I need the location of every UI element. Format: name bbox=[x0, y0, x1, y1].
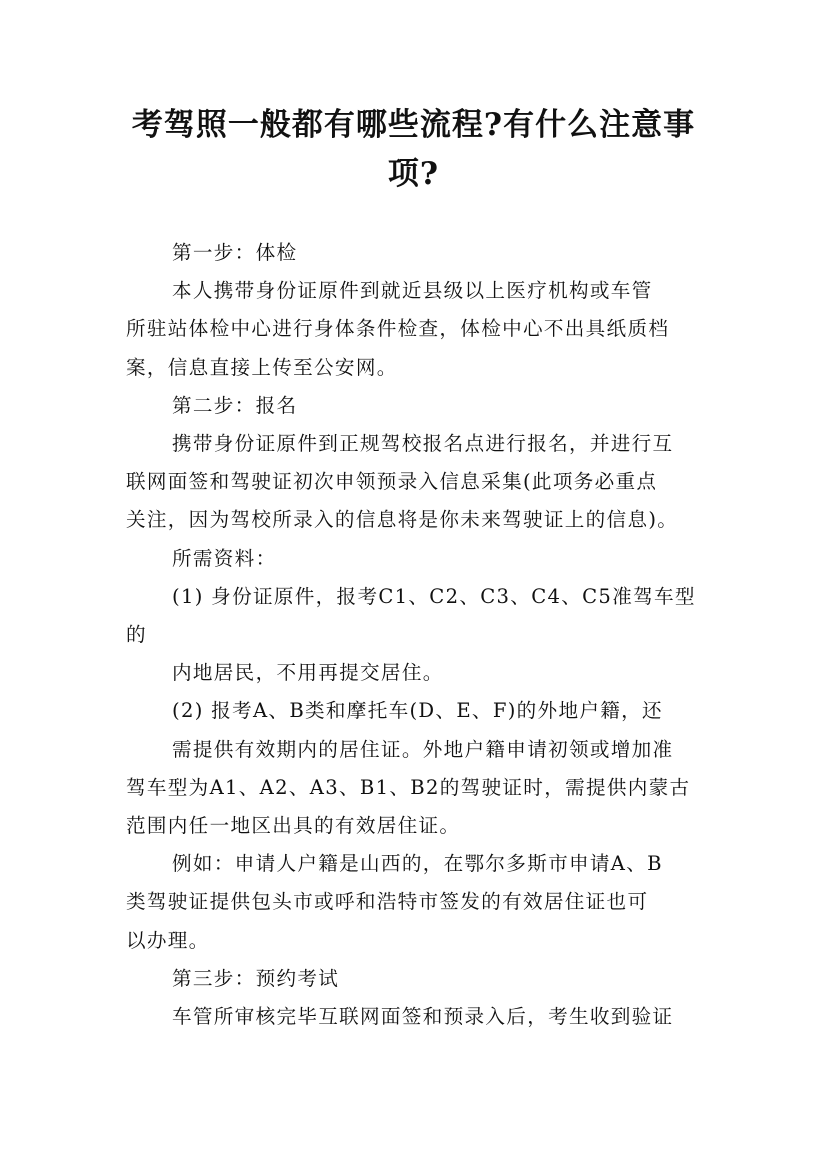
body-line: 关注，因为驾校所录入的信息将是你未来驾驶证上的信息)。 bbox=[126, 508, 679, 532]
body-line: 第一步：体检 bbox=[172, 241, 298, 264]
document-title-line-2: 项? bbox=[387, 156, 440, 192]
body-line: (1) 身份证原件，报考C1、C2、C3、C4、C5准驾车型 bbox=[172, 584, 696, 608]
body-line: 的 bbox=[126, 623, 147, 647]
body-line: 第三步：预约考试 bbox=[172, 966, 340, 990]
body-line: 携带身份证原件到正规驾校报名点进行报名，并进行互 bbox=[172, 432, 674, 456]
body-line: 驾车型为A1、A2、A3、B1、B2的驾驶证时，需提供内蒙古 bbox=[126, 775, 691, 799]
body-line: 本人携带身份证原件到就近县级以上医疗机构或车管 bbox=[172, 279, 653, 303]
body-line: 内地居民，不用再提交居住。 bbox=[172, 661, 444, 685]
body-line: 所驻站体检中心进行身体条件检查，体检中心不出具纸质档 bbox=[126, 317, 670, 341]
body-line: 车管所审核完毕互联网面签和预录入后，考生收到验证 bbox=[172, 1005, 674, 1029]
body-line: 类驾驶证提供包头市或呼和浩特市签发的有效居住证也可 bbox=[126, 890, 649, 914]
body-line: 范围内任一地区出具的有效居住证。 bbox=[126, 814, 461, 838]
body-line: 以办理。 bbox=[126, 928, 210, 952]
body-line: 例如：申请人户籍是山西的，在鄂尔多斯市申请A、B bbox=[172, 852, 663, 876]
document-body bbox=[126, 234, 710, 1036]
document-title-line-1: 考驾照一般都有哪些流程?有什么注意事 bbox=[131, 107, 696, 143]
body-line: 第二步：报名 bbox=[172, 393, 298, 417]
body-line: 联网面签和驾驶证初次申领预录入信息采集(此项务必重点 bbox=[126, 470, 658, 494]
body-line: 需提供有效期内的居住证。外地户籍申请初领或增加准 bbox=[172, 737, 674, 761]
body-line: 案，信息直接上传至公安网。 bbox=[126, 355, 398, 379]
body-line: (2) 报考A、B类和摩托车(D、E、F)的外地户籍，还 bbox=[172, 699, 663, 723]
body-line: 所需资料： bbox=[172, 546, 277, 570]
